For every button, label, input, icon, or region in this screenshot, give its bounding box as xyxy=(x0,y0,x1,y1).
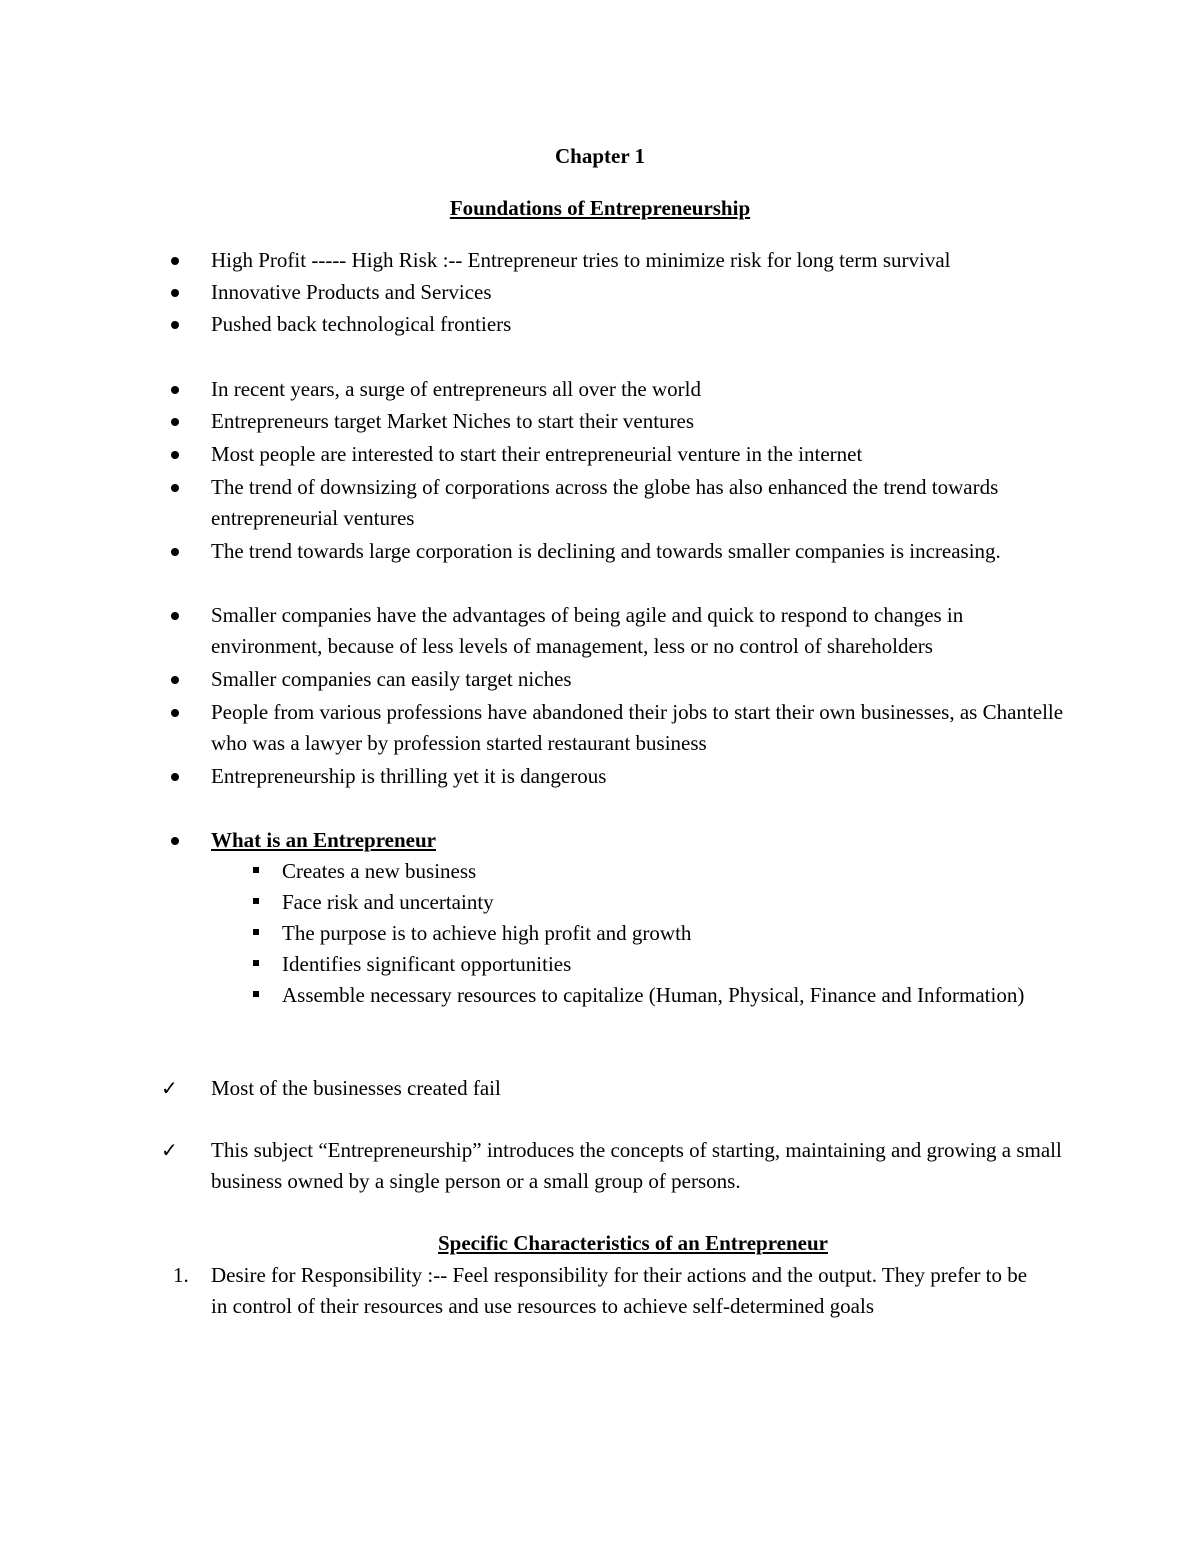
list-item: The trend of downsizing of corporations across the globe has also enhanced the trend towards entrepreneurial ventures xyxy=(211,472,1071,534)
check-list-item: ✓ This subject “Entrepreneurship” introduces the concepts of starting, maintaining and growing a small business owned by a single person or a small group of persons. xyxy=(211,1135,1071,1197)
chapter-heading: Chapter 1 xyxy=(554,144,646,168)
section-heading-characteristics: Specific Characteristics of an Entrepreneur xyxy=(438,1231,828,1255)
list-item: Most people are interested to start their entrepreneurial venture in the internet xyxy=(211,439,1071,470)
sub-list-item: Face risk and uncertainty xyxy=(282,887,1062,918)
numbered-list-item: 1. Desire for Responsibility :-- Feel responsibility for their actions and the output. They prefer to be in control of their resources and use resources to achieve self-determined goals xyxy=(211,1260,1041,1322)
list-item: Smaller companies have the advantages of being agile and quick to respond to changes in environment, because of less levels of management, less or no control of shareholders xyxy=(211,600,1071,662)
list-item: People from various professions have abandoned their jobs to start their own businesses, as Chantelle who was a lawyer by profession started restaurant business xyxy=(211,697,1071,759)
list-item: Entrepreneurship is thrilling yet it is dangerous xyxy=(211,761,1071,792)
list-number: 1. xyxy=(173,1263,189,1287)
check-list-item: ✓ Most of the businesses created fail xyxy=(211,1073,1071,1104)
list-item: High Profit ----- High Risk :-- Entrepreneur tries to minimize risk for long term survival xyxy=(211,245,1071,276)
checkmark-icon: ✓ xyxy=(161,1138,178,1162)
page-title: Foundations of Entrepreneurship xyxy=(449,196,751,220)
list-item: Entrepreneurs target Market Niches to start their ventures xyxy=(211,406,1071,437)
sub-list-item: The purpose is to achieve high profit and growth xyxy=(282,918,1062,949)
list-item: Smaller companies can easily target niches xyxy=(211,664,1071,695)
list-item: Innovative Products and Services xyxy=(211,277,1071,308)
checkmark-icon: ✓ xyxy=(161,1076,178,1100)
section-heading-what-is: What is an Entrepreneur xyxy=(211,825,1071,856)
sub-list-item: Identifies significant opportunities xyxy=(282,949,1062,980)
list-item: The trend towards large corporation is declining and towards smaller companies is increasing. xyxy=(211,536,1071,567)
list-item: In recent years, a surge of entrepreneurs all over the world xyxy=(211,374,1071,405)
sub-list-item: Assemble necessary resources to capitalize (Human, Physical, Finance and Information) xyxy=(282,980,1062,1011)
sub-list-item: Creates a new business xyxy=(282,856,1062,887)
list-item: Pushed back technological frontiers xyxy=(211,309,1071,340)
